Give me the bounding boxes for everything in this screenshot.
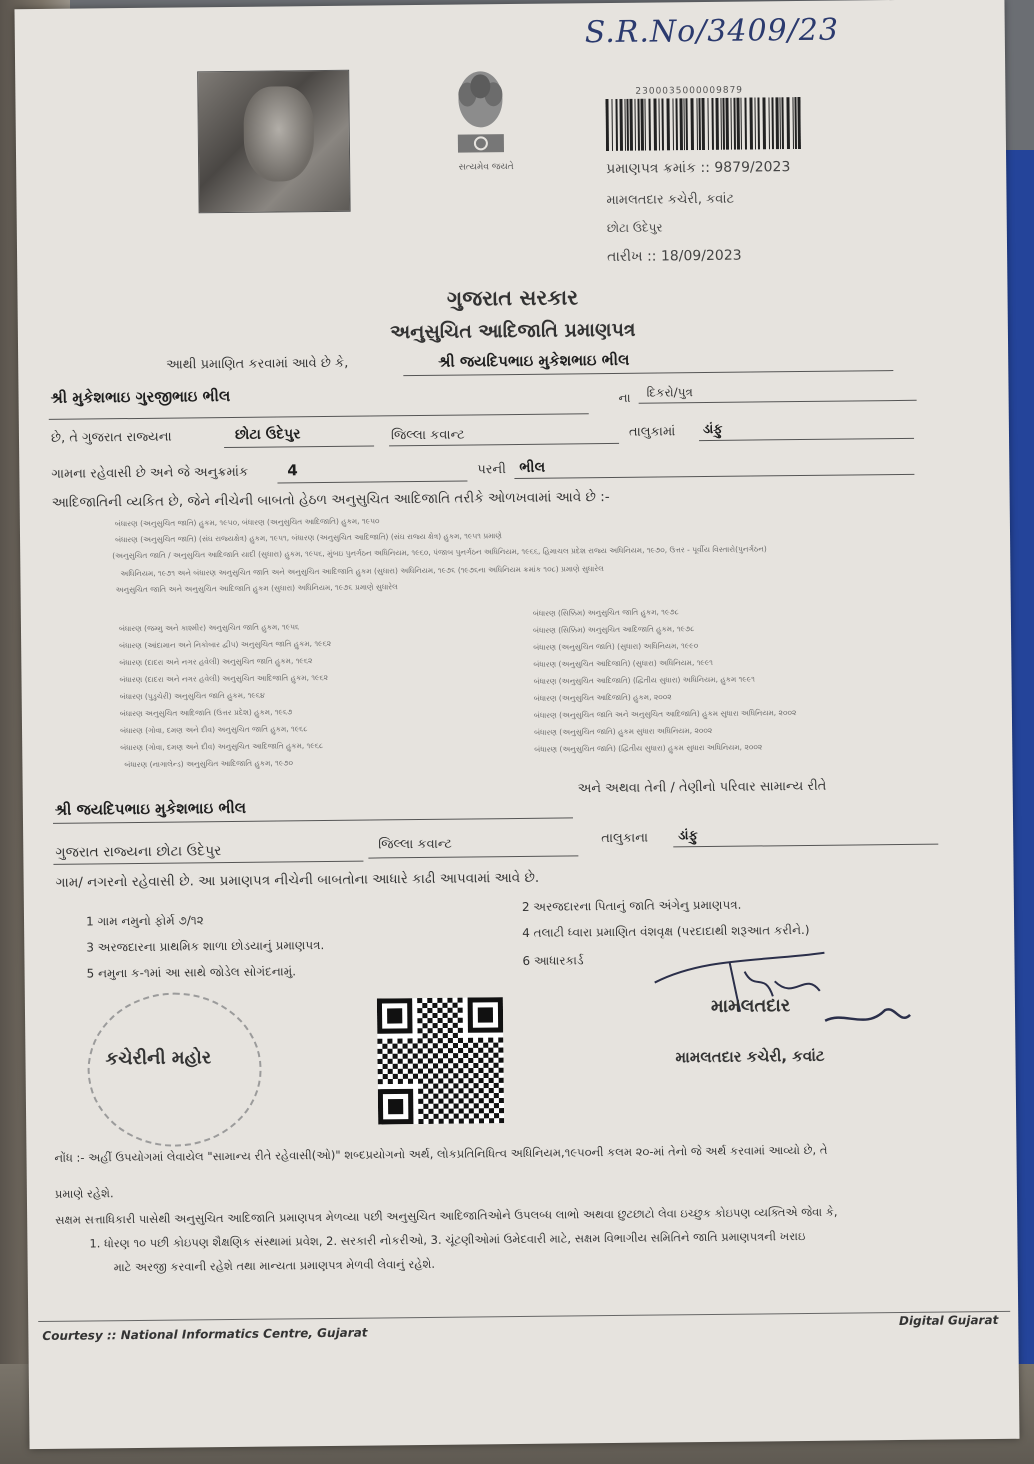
order-right: બંધારણ (અનુસુચિત જાતિ અને અનુસુચિત આદિજાતિ) હુકમ સુધારા અધિનિયમ, ૨૦૦૨ [533,708,797,720]
barcode [605,97,801,151]
order-right: બંધારણ (સિક્કિમ) અનુસુચિત આદિજાતિ હુકમ, ૧૯૭૮ [532,624,695,635]
resident-text: ગામના રહેવાસી છે અને જે અનુક્રમાંક [51,464,249,482]
document-item: 3 અરજદારના પ્રાથમિક શાળા છોડયાનું પ્રમાણપત્ર. [86,938,325,955]
order-line: (અનુસુચિત જાતિ / અનુસુચિત આદિજાતિ યાદી (સુધારા) હુકમ, ૧૯૫૬, મુંબઇ પુનર્ગઠન અધિનિયમ, ૧૯૬૦, પંજાબ પુનર્ગઠન અધિનિયમ, ૧૯૬૬, હિમાચલ પ્રદેશ રાજ્ય અધિનિયમ, ૧૯૭૦, ઉત્તર - પૂર્વીય વિસ્તારો(પુનર્ગઠન) [112,544,767,561]
courtesy-text: Courtesy :: National Informatics Centre, Gujarat [42,1325,368,1344]
order-left: બંધારણ (દાદરા અને નગર હવેલી) અનુસુચિત આદિજાતિ હુકમ, ૧૯૬૨ [119,672,329,685]
order-line: બંધારણ (અનુસુચિત જાતિ) (સંઘ રાજ્યક્ષેત્ર) હુકમ, ૧૯૫૧, બંધારણ (અનુસુચિત આદિજાતિ) (સંઘ રાજ્ય ક્ષેત્ર) હુકમ, ૧૯૫૧ પ્રમાણે [115,531,502,545]
district-label-2: જિલ્લા કવાન્ટ [378,836,453,853]
closing-text: ગામ/ નગરનો રહેવાસી છે. આ પ્રમાણપત્ર નીચેની બાબતોના આધારે કાઢી આપવામાં આવે છે. [55,869,540,891]
order-right: બંધારણ (અનુસુચિત આદિજાતિ) (દ્વિતીય સુધારા) અધિનિયમ, હુકમ ૧૯૯૧ [533,674,755,686]
issue-date: તારીખ :: 18/09/2023 [607,247,742,266]
tribe-value: ભીલ [519,459,546,476]
order-line: અનુસુચિત જાતિ અને અનુસુચિત આદિજાતિ હુકમ (સુધારા) અધિનિયમ, ૧૯૭૬ પ્રમાણે સુધારેલ [115,582,398,595]
document-item: 4 તલાટી ધ્વારા પ્રમાણિત વંશવૃક્ષ (પરદાદાથી શરૂઆત કરીને.) [522,922,810,940]
order-left: બંધારણ (ગોવા, દમણ અને દીવ) અનુસુચિત જાતિ હુકમ, ૧૯૬૮ [120,724,308,736]
district-value: છોટા ઉદેપુર [234,426,301,443]
family-text: અને અથવા તેની / તેણીનો પરિવાર સામાન્ય રીતે [577,778,827,797]
relation-label: ના [618,390,631,405]
applicant-name-2: શ્રી જયદિપભાઇ મુકેશભાઇ ભીલ [54,798,247,819]
seal-text: કચેરીની મહોર [105,1047,212,1070]
order-left: બંધારણ (ગોવા, દમણ અને દીવ) અનુસુચિત આદિજાતિ હુકમ, ૧૯૬૮ [120,741,324,753]
father-name: શ્રી મુકેશભાઇ ગુરજીભાઇ ભીલ [50,386,231,407]
order-left: બંધારણ (આંદામાન અને નિકોબાર દ્વીપ) અનુસુચિત જાતિ હુકમ, ૧૯૬૨ [119,638,332,651]
village-value: ડાંફુ [702,421,723,438]
taluka-label-2: તાલુકાના [601,830,649,847]
order-left: બંધારણ (દાદરા અને નગર હવેલી) અનુસુચિત જાતિ હુકમ, ૧૯૬૨ [119,656,313,668]
signatory-title: મામલતદાર [710,995,791,1017]
village-2: ડાંફુ [678,828,698,844]
applicant-photo [197,70,350,214]
document-item: 2 અરજદારના પિતાનું જાતિ અંગેનુ પ્રમાણપત્ર. [521,897,742,914]
sr-number-handwritten: S.R.No/3409/23 [584,12,840,51]
certificate-document [14,0,1019,1449]
document-item: 5 નમુના ક-૧માં આ સાથે જોડેલ સોગંદનામું. [86,964,297,981]
document-item: 6 આધારકાર્ડ [522,953,584,968]
qr-code [377,997,504,1124]
emblem-caption: સત્યમેવ જયતે [458,162,514,173]
tribe-label: પરની [477,462,506,478]
national-emblem-icon [445,64,516,165]
applicant-name: શ્રી જયદિપભાઇ મુકેશભાઇ ભીલ [438,350,630,371]
govt-title: ગુજરાત સરકાર [446,285,579,311]
tribe-statement: આદિજાતિની વ્યકિત છે, જેને નીચેની બાબતો હેઠળ અનુસુચિત આદિજાતિ તરીકે ઓળખવામાં આવે છે :- [51,489,610,511]
note-line: નોંધ :- અહીં ઉપયોગમાં લેવાયેલ "સામાન્ય રીતે રહેવાસી(ઓ)" શબ્દપ્રયોગનો અર્થ, લોકપ્રતિનિધિત્વ અધિનિયમ,૧૯૫૦ની કલમ ૨૦-માં તેનો જે અર્થ કરવામાં આવ્યો છે, તે [54,1142,828,1165]
barcode-number: 2300035000009879 [635,85,744,97]
order-line: બંધારણ (અનુસુચિત જાતિ) હુકમ, ૧૯૫૦, બંધારણ (અનુસુચિત આદિજાતિ) હુકમ, ૧૯૫૦ [114,516,380,529]
order-right: બંધારણ (અનુસુચિત જાતિ) હુકમ સુધારા અધિનિયમ, ૨૦૦૨ [534,725,713,737]
document-item: 1 ગામ નમુનો ફોર્મ ૭/૧૨ [85,913,204,929]
relation-value: દિકરો/પુત્ર [646,385,693,400]
order-right: બંધારણ (અનુસુચિત જાતિ) (દ્વિતીય સુધારા) હુકમ સુધારા અધિનિયમ, ૨૦૦૨ [534,742,763,754]
state-prefix: છે, તે ગુજરાત રાજ્યના [50,429,172,446]
note-line: પ્રમાણે રહેશે. [54,1186,114,1201]
order-left: બંધારણ (નાગાલેન્ડ) અનુસુચિત આદિજાતિ હુકમ, ૧૯૭૦ [124,758,294,770]
order-right: બંધારણ (સિક્કિમ) અનુસુચિત જાતિ હુકમ, ૧૯૭૮ [532,607,679,618]
certify-prefix: આથી પ્રમાણિત કરવામાં આવે છે કે, [166,355,349,373]
note-line: સક્ષમ સત્તાધિકારી પાસેથી અનુસુચિત આદિજાતિ પ્રમાણપત્ર મેળવ્યા પછી અનુસુચિત આદિજાતિઓને ઉપલબ્ધ લાભો અથવા છુટછાટો લેવા ઇચ્છુક કોઇપણ વ્યક્તિએ જેવા કે, [55,1204,838,1227]
order-right: બંધારણ (અનુસુચિત આદિજાતિ) હુકમ, ૨૦૦૨ [533,692,672,703]
serial-value: 4 [287,461,298,480]
note-line: 1. ધોરણ ૧૦ પછી કોઇપણ શૈક્ષણિક સંસ્થામાં પ્રવેશ, 2. સરકારી નોકરીઓ, 3. ચૂંટણીઓમાં ઉમેદવારી માટે, સક્ષમ વિભાગીય સમિતિને જાતિ પ્રમાણપત્રની ખરાઇ [89,1229,806,1251]
office-seal [87,992,263,1148]
note-line: માટે અરજી કરવાની રહેશે તથા માન્યતા પ્રમાણપત્ર મેળવી લેવાનું રહેશે. [113,1256,436,1275]
state-district-2: ગુજરાત રાજ્યના છોટા ઉદેપુર [55,843,222,861]
order-left: બંધારણ અનુસુચિત આદિજાતિ (ઉત્તર પ્રદેશ) હુકમ, ૧૯૬૭ [119,707,293,719]
order-right: બંધારણ (અનુસુચિત આદિજાતિ) (સુધારા) અધિનિયમ, ૧૯૯૧ [533,657,713,669]
taluka-value: જિલ્લા કવાન્ટ [390,427,465,444]
certificate-number: પ્રમાણપત્ર ક્રમાંક :: 9879/2023 [606,159,791,178]
taluka-label: તાલુકામાં [628,424,676,440]
issuing-office: મામલતદાર કચેરી, કવાંટ [606,191,735,209]
order-line: અધિનિયમ, ૧૯૭૧ અને બંધારણ અનુસુચિત જાતિ અને અનુસુચિત આદિજાતિ હુકમ (સુધારા) અધિનિયમ, ૧૯૭૬ (૧૯૭૬ના અધિનિયમ ક્રમાંક ૧૦૮) પ્રમાણે સુધારેલ [120,564,604,579]
digital-gujarat-text: Digital Gujarat [898,1312,999,1329]
order-left: બંધારણ (પુડુચેરી) અનુસુચિત જાતિ હુકમ, ૧૯૬૪ [119,690,265,702]
certificate-title: અનુસુચિત આદિજાતિ પ્રમાણપત્ર [390,318,636,344]
order-left: બંધારણ (જમ્મુ અને કાશ્મીર) અનુસુચિત જાતિ હુકમ, ૧૯૫૬ [118,622,300,634]
order-right: બંધારણ (અનુસુચિત જાતિ) (સુધારા) અધિનિયમ, ૧૯૯૦ [533,641,699,652]
signatory-office: મામલતદાર કચેરી, કવાંટ [675,1046,825,1067]
issuing-district: છોટા ઉદેપુર [606,220,663,236]
